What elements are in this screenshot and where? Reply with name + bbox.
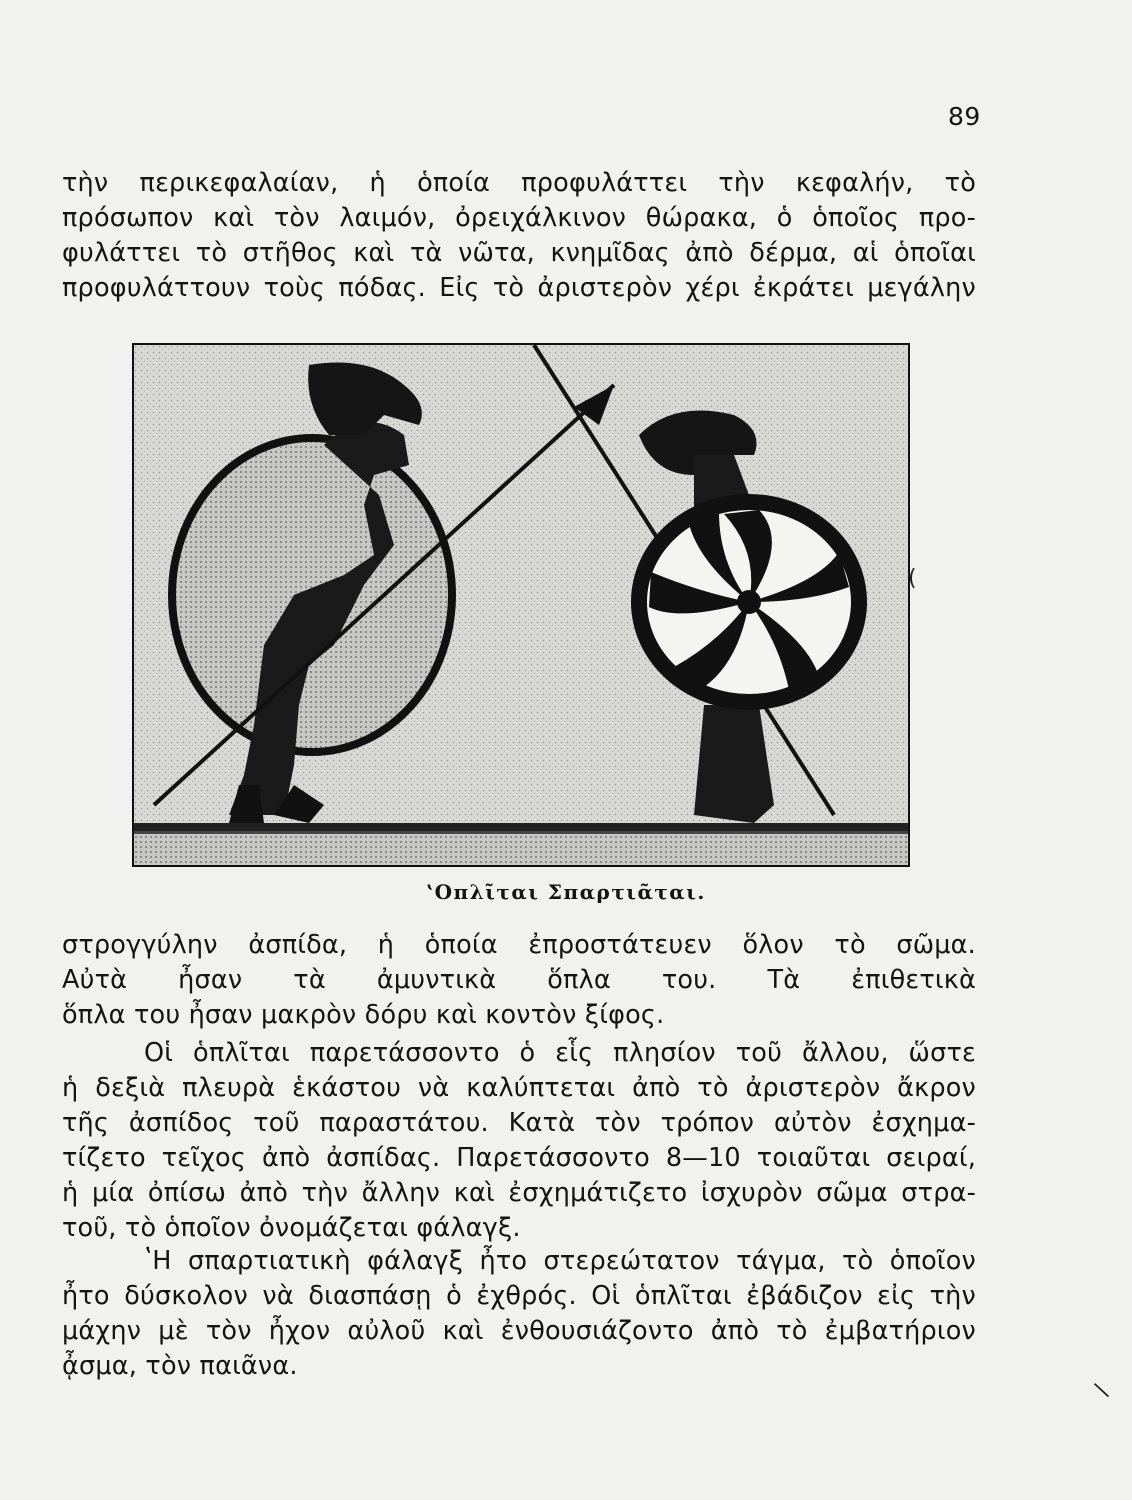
- text-line: στρογγύλην ἀσπίδα, ἡ ὁποία ἐπροστάτευεν ὅλον τὸ σῶμα.: [62, 930, 976, 960]
- paragraph-middle: [62, 928, 976, 1033]
- text-line: ʽΗ σπαρτιατικὴ φάλαγξ ἦτο στερεώτατον τάγμα, τὸ ὁποῖον: [144, 1246, 976, 1276]
- two-hoplites-illustration-icon: [134, 345, 908, 865]
- text-line: τοῦ, τὸ ὁποῖον ὀνομάζεται φάλαγξ.: [62, 1213, 521, 1243]
- page-number: 89: [948, 102, 981, 131]
- text-line: ἡ δεξιὰ πλευρὰ ἑκάστου νὰ καλύπτεται ἀπὸ τὸ ἀριστερὸν ἄκρον: [62, 1073, 976, 1103]
- text-line: τῆς ἀσπίδος τοῦ παραστάτου. Κατὰ τὸν τρόπον αὐτὸν ἐσχημα-: [62, 1108, 976, 1138]
- text-line: ἦτο δύσκολον νὰ διασπάσῃ ὁ ἐχθρός. Οἱ ὁπλῖται ἐβάδιζον εἰς τὴν: [62, 1281, 976, 1311]
- text-line: ὅπλα του ἦσαν μακρὸν δόρυ καὶ κοντὸν ξίφος.: [62, 1000, 665, 1030]
- text-line: Αὐτὰ ἦσαν τὰ ἀμυντικὰ ὅπλα του. Τὰ ἐπιθετικὰ: [62, 965, 976, 995]
- text-line: Οἱ ὁπλῖται παρετάσσοντο ὁ εἷς πλησίον τοῦ ἄλλου, ὥστε: [144, 1038, 976, 1068]
- text-line: ᾆσμα, τὸν παιᾶνα.: [62, 1351, 298, 1381]
- paragraph-last: [62, 1244, 976, 1384]
- text-line: προφυλάττουν τοὺς πόδας. Εἰς τὸ ἀριστερὸν χέρι ἐκράτει μεγάλην: [62, 273, 976, 303]
- text-line: τίζετο τεῖχος ἀπὸ ἀσπίδας. Παρετάσσοντο 8—10 τοιαῦται σειραί,: [62, 1143, 976, 1173]
- text-line: ἡ μία ὀπίσω ἀπὸ τὴν ἄλλην καὶ ἐσχημάτιζετο ἰσχυρὸν σῶμα στρα-: [62, 1178, 976, 1208]
- figure-caption: ʽΟπλῖται Σπαρτιᾶται.: [426, 880, 706, 904]
- text-line: μάχην μὲ τὸν ἦχον αὐλοῦ καὶ ἐνθουσιάζοντο ἀπὸ τὸ ἐμβατήριον: [62, 1316, 976, 1346]
- text-line: τὴν περικεφαλαίαν, ἡ ὁποία προφυλάττει τὴν κεφαλήν, τὸ: [62, 168, 976, 198]
- text-line: πρόσωπον καὶ τὸν λαιμόν, ὀρειχάλκινον θώρακα, ὁ ὁποῖος προ-: [62, 203, 976, 233]
- margin-mark: \: [1092, 1377, 1112, 1404]
- paragraph-top: [62, 166, 976, 306]
- hoplites-illustration: [132, 343, 910, 867]
- margin-mark: (: [908, 566, 917, 591]
- paragraph-phalanx: [62, 1036, 976, 1246]
- text-line: φυλάττει τὸ στῆθος καὶ τὰ νῶτα, κνημῖδας ἀπὸ δέρμα, αἱ ὁποῖαι: [62, 238, 976, 268]
